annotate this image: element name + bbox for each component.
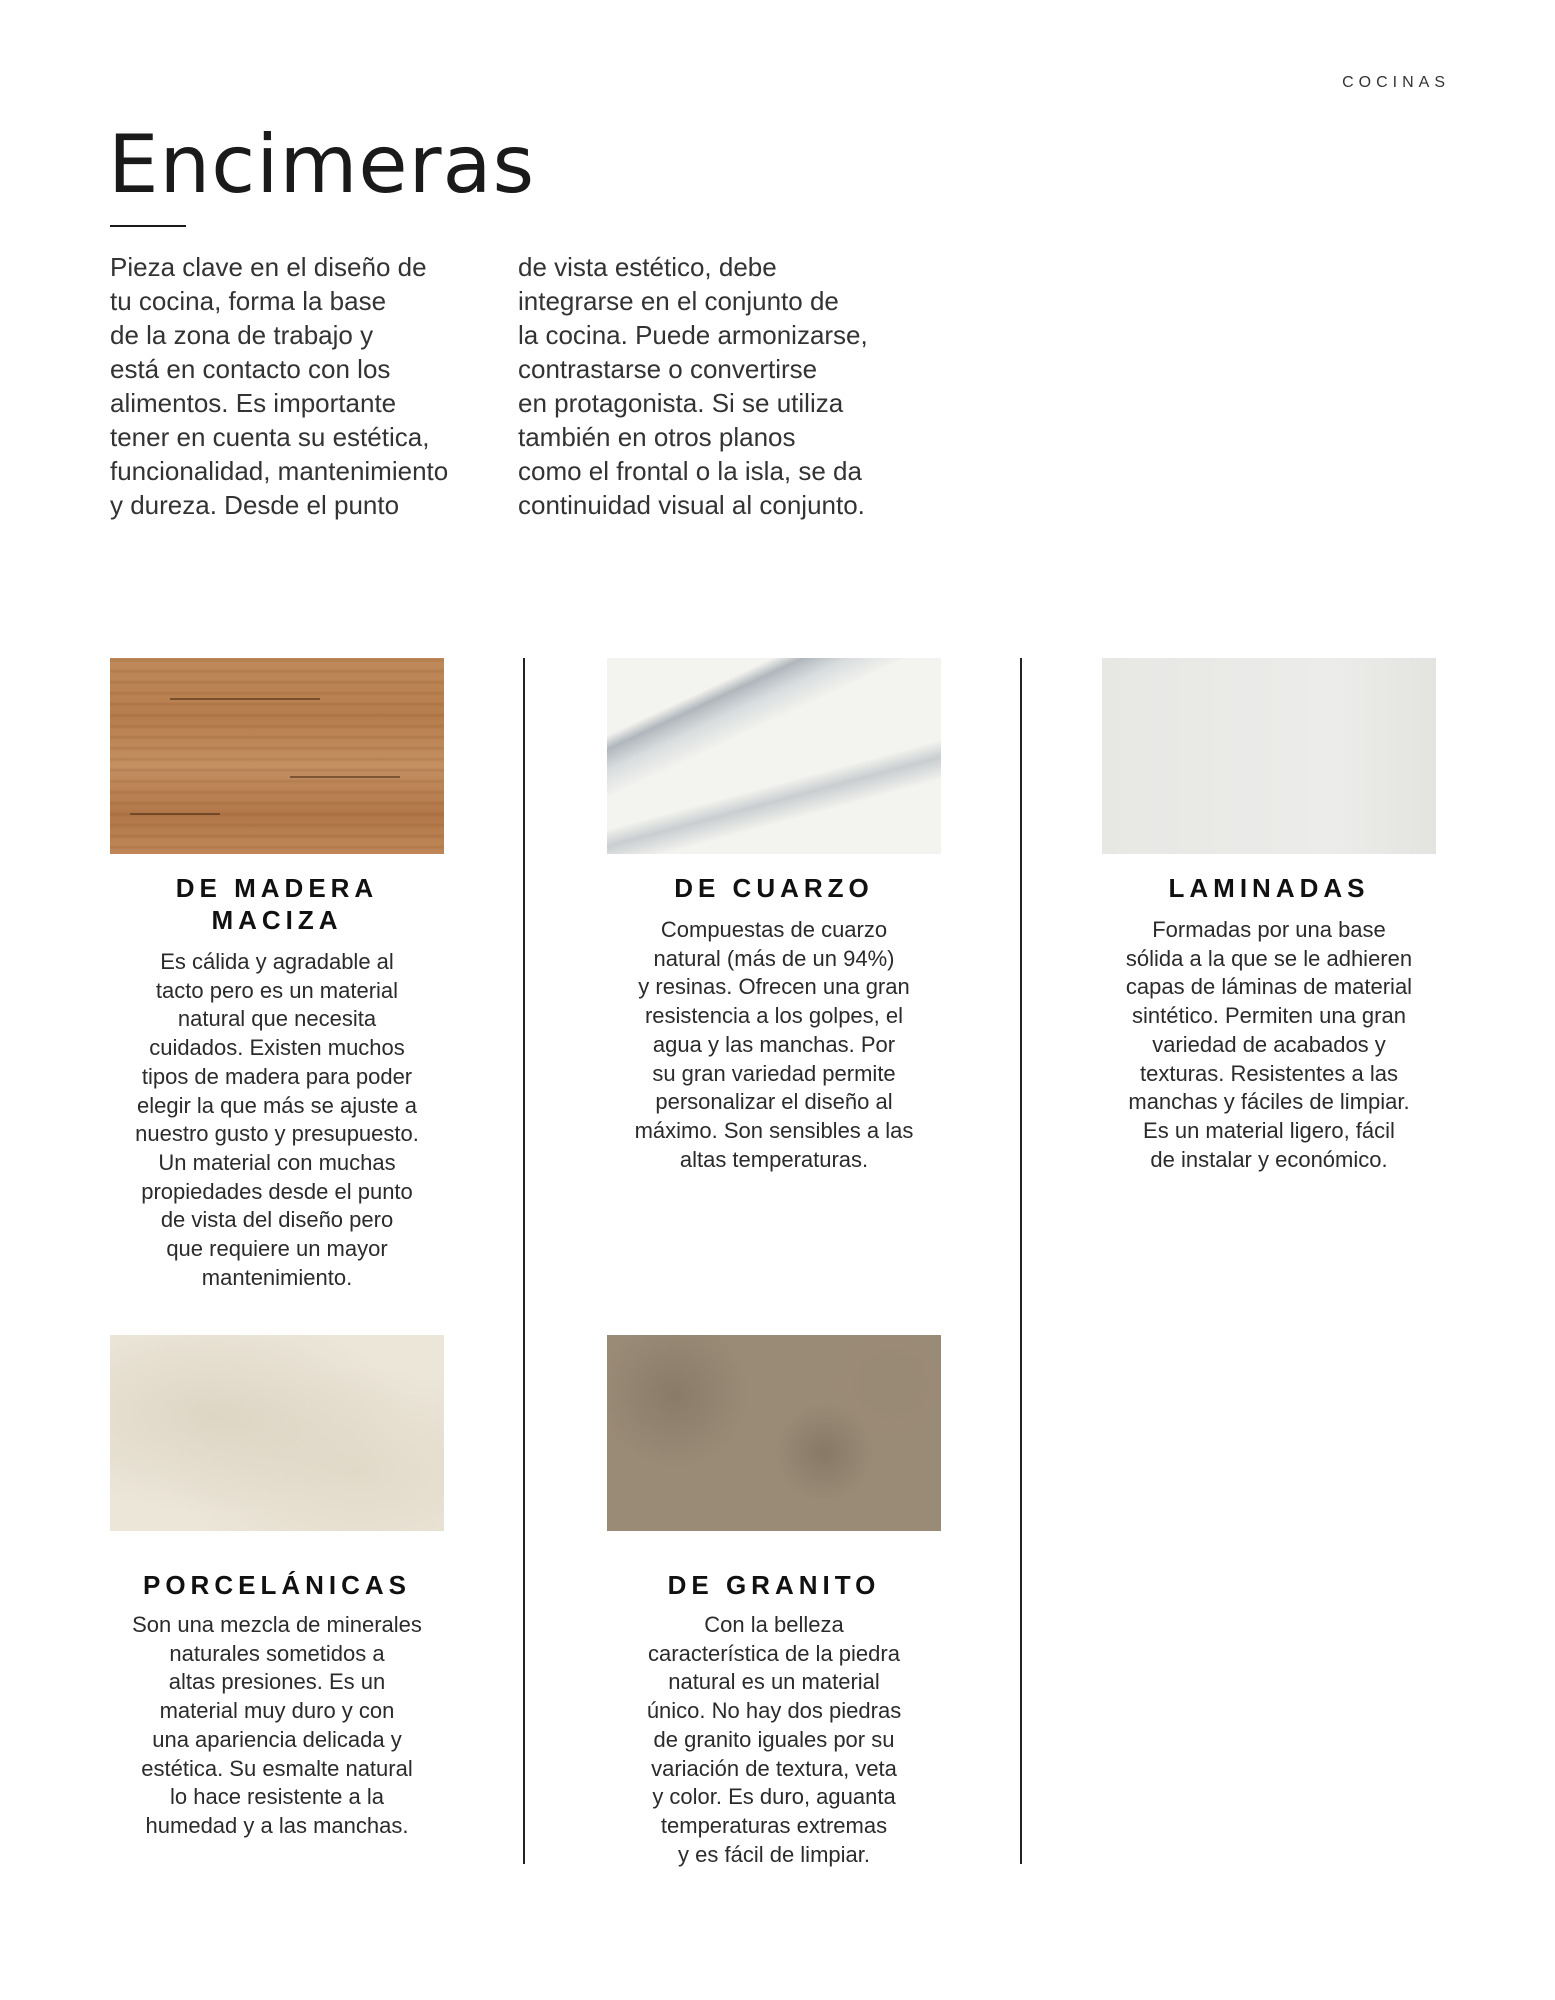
card-title: DE GRANITO — [667, 1570, 881, 1600]
granite-swatch-image — [607, 1335, 941, 1531]
card-title: DE CUARZO — [674, 873, 874, 903]
intro-column-2: de vista estético, debe integrarse en el conjunto de la cocina. Puede armonizarse, contrastarse o convertirse en protagonista. Si se utiliza también en otros planos como el frontal o la isla, se da continuidad visual al conjunto. — [518, 252, 868, 520]
card-laminadas — [1102, 658, 1436, 1174]
card-granito — [607, 1335, 941, 1869]
card-title: PORCELÁNICAS — [142, 1570, 411, 1600]
column-divider-1 — [523, 658, 525, 1864]
card-title: DE MADERA MACIZA — [175, 873, 379, 935]
card-title: LAMINADAS — [1168, 873, 1370, 903]
quartz-swatch-image — [607, 658, 941, 854]
page-title: Encimeras — [108, 118, 536, 211]
card-description: Son una mezcla de minerales naturales sometidos a altas presiones. Es un material muy duro y con una apariencia delicada y estética. Su esmalte natural lo hace resistente a la humedad y a las manchas. — [132, 1612, 422, 1838]
card-description: Compuestas de cuarzo natural (más de un 94%) y resinas. Ofrecen una gran resistencia a los golpes, el agua y las manchas. Por su gran variedad permite personalizar el diseño al máximo. Son sensibles a las altas temperaturas. — [634, 917, 914, 1172]
wood-swatch-image — [110, 658, 444, 854]
porcelain-swatch-image — [110, 1335, 444, 1531]
card-porcelanicas — [110, 1335, 444, 1841]
laminate-swatch-image — [1102, 658, 1436, 854]
column-divider-2 — [1020, 658, 1022, 1864]
card-cuarzo — [607, 658, 941, 1174]
card-description: Con la belleza característica de la piedra natural es un material único. No hay dos piedras de granito iguales por su variación de textura, veta y color. Es duro, aguanta temperaturas extremas y es fácil de limpiar. — [646, 1612, 902, 1867]
card-madera-maciza — [110, 658, 444, 1292]
intro-column-1: Pieza clave en el diseño de tu cocina, forma la base de la zona de trabajo y está en contacto con los alimentos. Es importante tener en cuenta su estética, funcionalidad, mantenimiento y dureza. Desde el punto — [110, 252, 449, 520]
section-tag: COCINAS — [1342, 74, 1450, 91]
card-description: Es cálida y agradable al tacto pero es un material natural que necesita cuidados. Existen muchos tipos de madera para poder elegir la que más se ajuste a nuestro gusto y presupuesto. Un material con muchas propiedades desde el punto de vista del diseño pero que requiere un mayor mantenimiento. — [135, 949, 419, 1290]
title-underline — [110, 225, 186, 227]
card-description: Formadas por una base sólida a la que se le adhieren capas de láminas de material sintético. Permiten una gran variedad de acabados y texturas. Resistentes a las manchas y fáciles de limpiar. Es un material ligero, fácil de instalar y económico. — [1125, 917, 1413, 1172]
